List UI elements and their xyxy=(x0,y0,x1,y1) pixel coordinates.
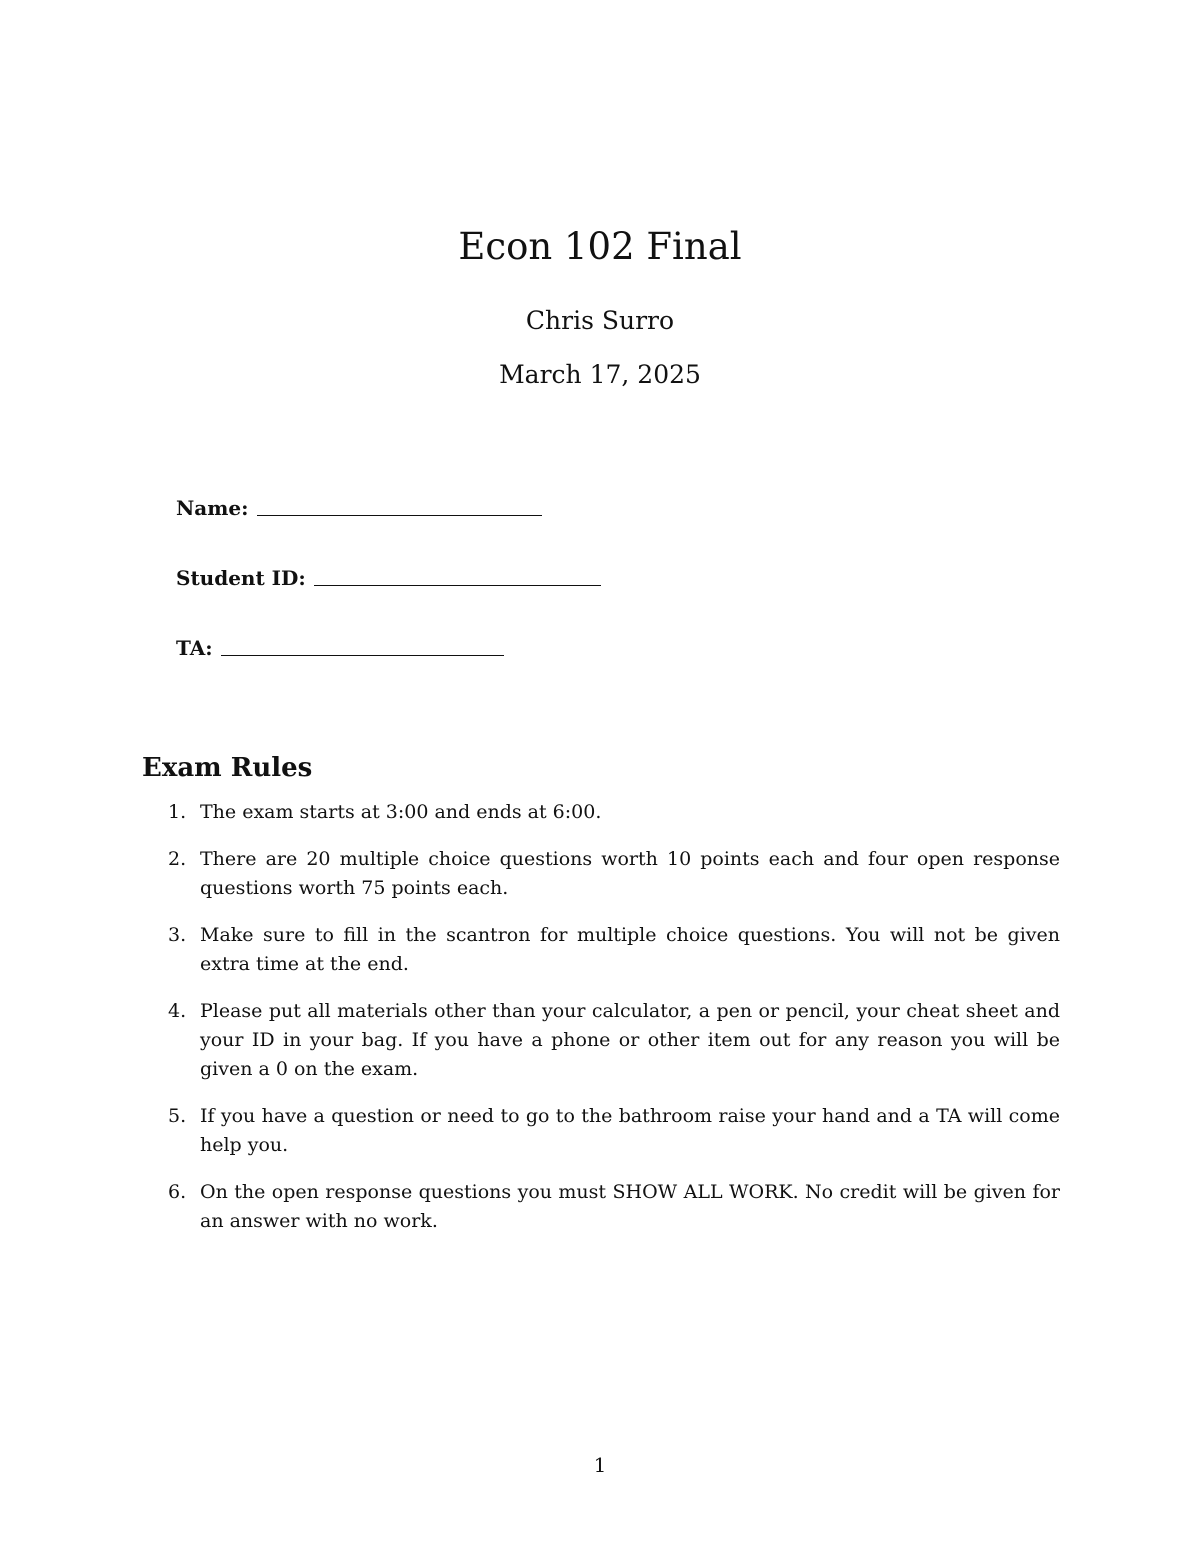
rule-text: Make sure to fill in the scantron for multiple choice questions. You will not be given extra time at the end. xyxy=(200,924,1060,975)
rule-item xyxy=(160,845,1060,903)
rule-item xyxy=(160,1178,1060,1236)
student-id-blank-line[interactable] xyxy=(314,585,601,586)
rule-number: 3. xyxy=(168,924,187,946)
ta-blank-line[interactable] xyxy=(221,655,504,656)
rule-item xyxy=(160,921,1060,979)
name-label: Name: xyxy=(176,496,249,520)
rule-text: If you have a question or need to go to the bathroom raise your hand and a TA will come help you. xyxy=(200,1105,1060,1156)
rule-number: 5. xyxy=(168,1105,187,1127)
name-field[interactable] xyxy=(176,491,542,521)
rule-text: Please put all materials other than your calculator, a pen or pencil, your cheat sheet and your ID in your bag. If you have a phone or other item out for any reason you will be given a 0 on the exam. xyxy=(200,1000,1060,1080)
rule-text: The exam starts at 3:00 and ends at 6:00. xyxy=(200,801,602,823)
page-number: 1 xyxy=(593,1453,607,1477)
rule-number: 6. xyxy=(168,1181,187,1203)
author: Chris Surro xyxy=(525,306,675,335)
rule-item xyxy=(160,997,1060,1084)
rule-number: 1. xyxy=(168,801,187,823)
rule-item xyxy=(160,798,1060,827)
ta-label: TA: xyxy=(176,636,213,660)
exam-date: March 17, 2025 xyxy=(499,360,701,389)
exam-title: Econ 102 Final xyxy=(458,225,742,268)
student-id-label: Student ID: xyxy=(176,566,306,590)
rule-item xyxy=(160,1102,1060,1160)
exam-rules-list xyxy=(160,798,1060,1254)
ta-field[interactable] xyxy=(176,631,504,661)
rule-text: There are 20 multiple choice questions worth 10 points each and four open response questions worth 75 points each. xyxy=(200,848,1060,899)
rule-number: 2. xyxy=(168,848,187,870)
name-blank-line[interactable] xyxy=(257,515,542,516)
rule-number: 4. xyxy=(168,1000,187,1022)
student-id-field[interactable] xyxy=(176,561,601,591)
rule-text: On the open response questions you must SHOW ALL WORK. No credit will be given for an answer with no work. xyxy=(200,1181,1060,1232)
exam-rules-heading: Exam Rules xyxy=(142,753,313,783)
